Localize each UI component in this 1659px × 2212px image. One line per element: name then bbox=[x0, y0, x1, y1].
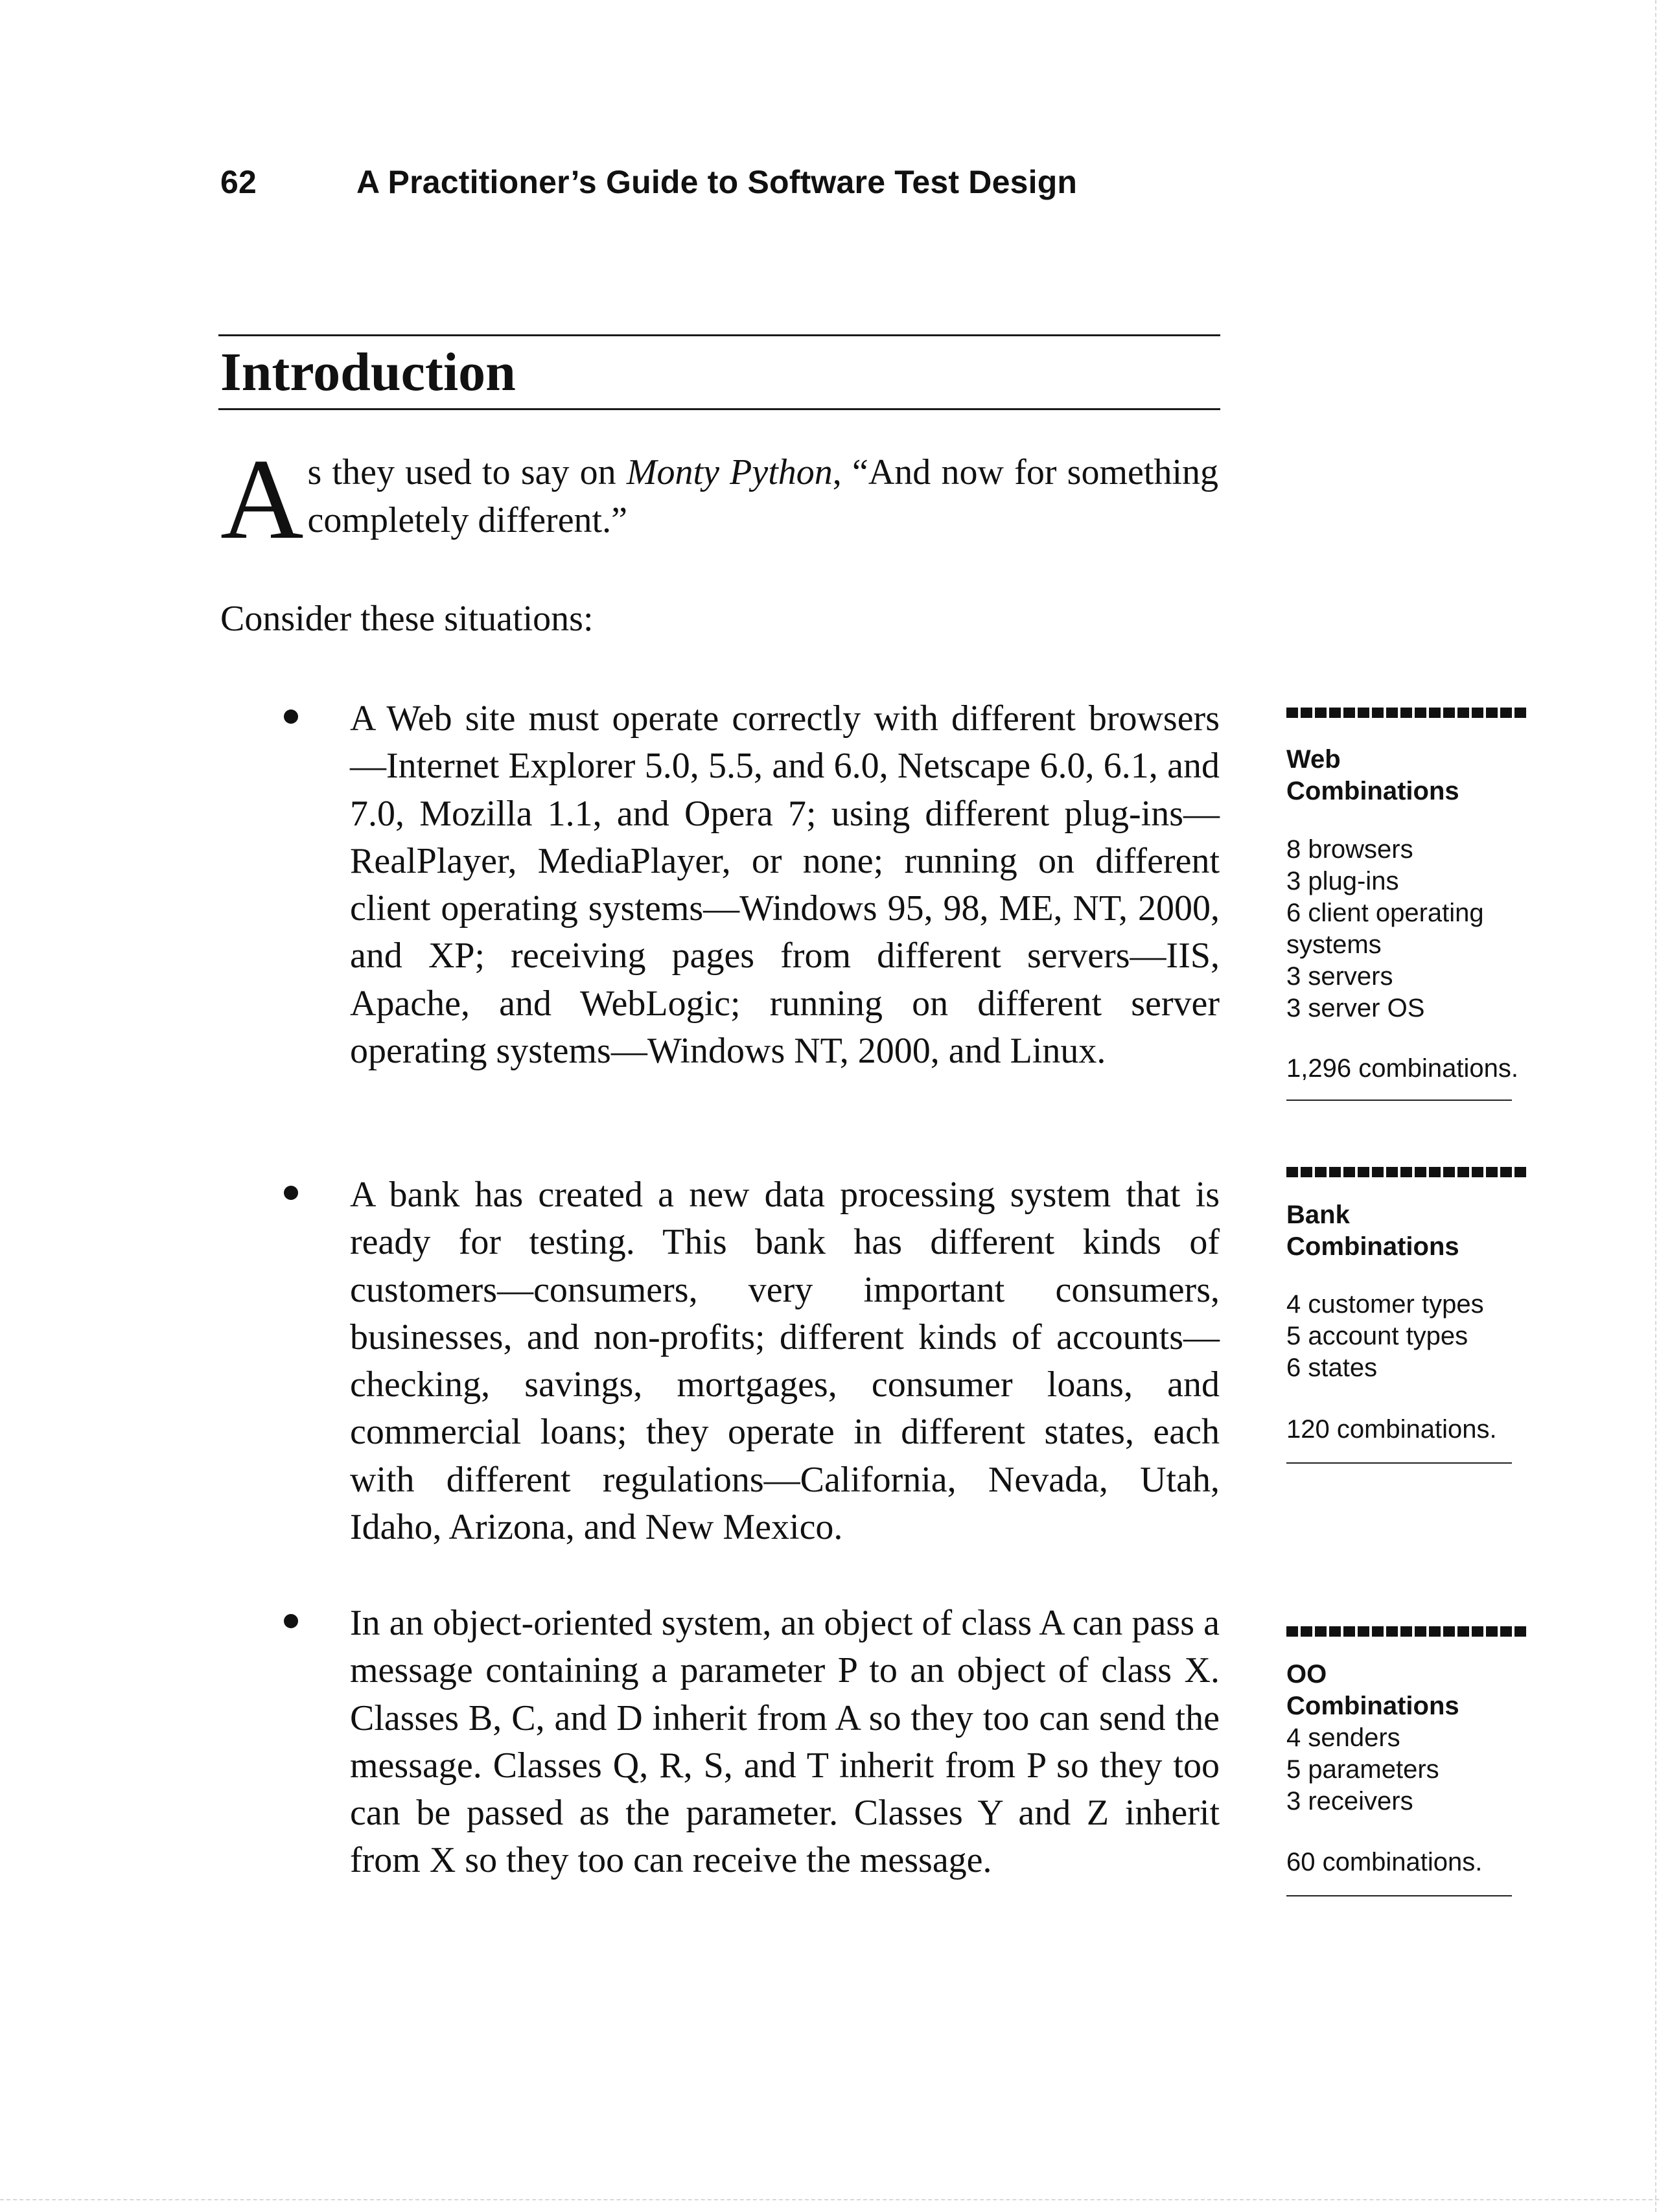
sidebar-heading: Combinations bbox=[1286, 777, 1459, 805]
sidebar-bar bbox=[1286, 1626, 1529, 1637]
sidebar-line: 8 browsers bbox=[1286, 835, 1413, 864]
sidebar-total: 120 combinations. bbox=[1286, 1415, 1497, 1444]
bullet-icon bbox=[284, 1186, 298, 1200]
sidebar-heading: Combinations bbox=[1286, 1692, 1459, 1720]
sidebar-end-rule bbox=[1286, 1895, 1512, 1896]
sidebar-line: 4 senders bbox=[1286, 1723, 1400, 1752]
sidebar-end-rule bbox=[1286, 1100, 1512, 1101]
bullet-icon bbox=[284, 709, 298, 724]
sidebar-line: 6 states bbox=[1286, 1354, 1378, 1382]
intro-text-start: s they used to say on bbox=[307, 452, 627, 492]
consider-line: Consider these situations: bbox=[220, 599, 594, 639]
bullet-text: A Web site must operate correctly with different browsers—Internet Explorer 5.0, 5.5, and 6.0, Netscape 6.0, 6.1, and 7.0, Mozilla 1.1, and Opera 7; using different plug-ins—RealPlayer, MediaPlayer, or none; running on different client operating systems—Windows 95, 98, ME, NT, 2000, and XP; receiving pages from different servers—IIS, Apache, and WebLogic; running on different server operating systems—Windows NT, 2000, and Linux. bbox=[350, 698, 1220, 1072]
scan-edge-bottom bbox=[0, 2199, 1659, 2200]
sidebar-line: 3 server OS bbox=[1286, 994, 1425, 1022]
bullet-text: In an object-oriented system, an object of class A can pass a message containing a parameter P to an object of class X. Classes B, C, and D inherit from A so they too can send the message. Classes Q, R, S, and T inherit from P so they too can be passed as the parameter. Classes Y and Z inherit from X so they too can receive the message. bbox=[350, 1603, 1220, 1881]
intro-paragraph bbox=[220, 435, 1219, 563]
sidebar-bank-combinations bbox=[1286, 1167, 1546, 1464]
sidebar-heading: OO bbox=[1286, 1660, 1327, 1688]
sidebar-bar bbox=[1286, 1167, 1529, 1177]
sidebar-line: 3 receivers bbox=[1286, 1787, 1413, 1815]
sidebar-line: systems bbox=[1286, 930, 1382, 959]
page-number: 62 bbox=[220, 164, 257, 200]
sidebar-total: 60 combinations. bbox=[1286, 1848, 1483, 1876]
sidebar-line: 3 servers bbox=[1286, 962, 1393, 991]
sidebar-end-rule bbox=[1286, 1462, 1512, 1464]
intro-text-end: , “And now for something completely different.” bbox=[307, 452, 1219, 540]
sidebar-line: 5 account types bbox=[1286, 1322, 1468, 1350]
sidebar-line: 6 client operating bbox=[1286, 899, 1484, 927]
sidebar-heading: Bank bbox=[1286, 1201, 1350, 1229]
running-header bbox=[220, 163, 1077, 201]
intro-italic-title: Monty Python bbox=[626, 452, 833, 492]
sidebar-web-combinations bbox=[1286, 708, 1546, 1101]
drop-cap: A bbox=[220, 435, 304, 563]
bullet-text: A bank has created a new data processing system that is ready for testing. This bank has different kinds of customers—consumers, very important consumers, businesses, and non-profits; different kinds of accounts—checking, savings, mortgages, consumer loans, and commercial loans; they operate in different states, each with different regulations—California, Nevada, Utah, Idaho, Arizona, and New Mexico. bbox=[350, 1175, 1220, 1548]
section-rule-top bbox=[218, 334, 1220, 336]
sidebar-line: 3 plug-ins bbox=[1286, 867, 1399, 895]
sidebar-line: 4 customer types bbox=[1286, 1290, 1484, 1319]
bullet-icon bbox=[284, 1614, 298, 1628]
sidebar-oo-combinations bbox=[1286, 1626, 1546, 1896]
sidebar-total: 1,296 combinations. bbox=[1286, 1054, 1519, 1083]
sidebar-heading: Combinations bbox=[1286, 1232, 1459, 1261]
scan-edge-right bbox=[1655, 0, 1659, 2212]
section-rule-bottom bbox=[218, 408, 1220, 410]
section-title: Introduction bbox=[220, 342, 516, 402]
book-title: A Practitioner’s Guide to Software Test Design bbox=[356, 164, 1078, 200]
sidebar-line: 5 parameters bbox=[1286, 1755, 1439, 1784]
sidebar-heading: Web bbox=[1286, 745, 1341, 774]
sidebar-bar bbox=[1286, 708, 1529, 718]
